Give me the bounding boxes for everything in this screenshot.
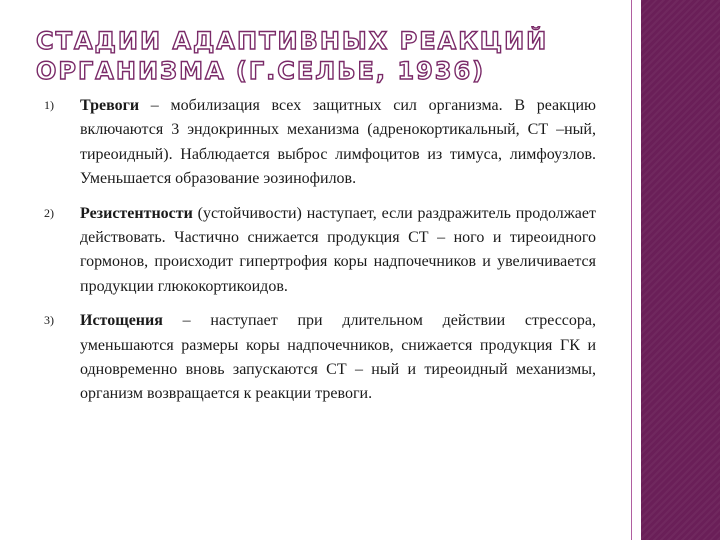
panel-divider-line [631,0,632,540]
stage-term: Резистентности [80,204,193,222]
list-item-stage-3 [44,309,596,407]
stage-description: – наступает при длительном действии стрессора, уменьшаются размеры коры надпочечников, снижается продукция ГК и одновременно вновь запускаются СТ – ный и тиреоидный механизмы, организм возвращается к реакции тревоги. [80,312,596,403]
stage-description: – мобилизация всех защитных сил организма. В реакцию включаются 3 эндокринных механизма (адренокортикальный, СТ –ный, тиреоидный). Наблюдается выброс лимфоцитов из тимуса, лимфоузлов. Уменьшается образование эозинофилов. [80,97,596,188]
list-item-text [80,309,596,407]
decorative-side-panel [641,0,720,540]
list-item-text [80,202,596,300]
stage-term: Тревоги [80,97,140,114]
list-item-number: 1) [44,98,54,112]
stages-list [44,94,596,417]
slide-title: СТАДИИ АДАПТИВНЫХ РЕАКЦИЙ ОРГАНИЗМА (Г.СЕЛЬЕ, 1936) [36,27,549,85]
list-item-number: 3) [44,313,54,328]
list-item-number: 2) [44,205,54,220]
list-item-stage-1 [44,94,596,192]
list-item-stage-2 [44,202,596,300]
stage-term: Истощения [80,312,163,330]
list-item-text [80,94,596,192]
stage-description: (устойчивости) наступает, если раздражитель продолжает действовать. Частично снижается продукция СТ – ного и тиреоидного гормонов, происходит гипертрофия коры надпочечников и увеличивается продукции глюкокортикоидов. [80,204,596,295]
